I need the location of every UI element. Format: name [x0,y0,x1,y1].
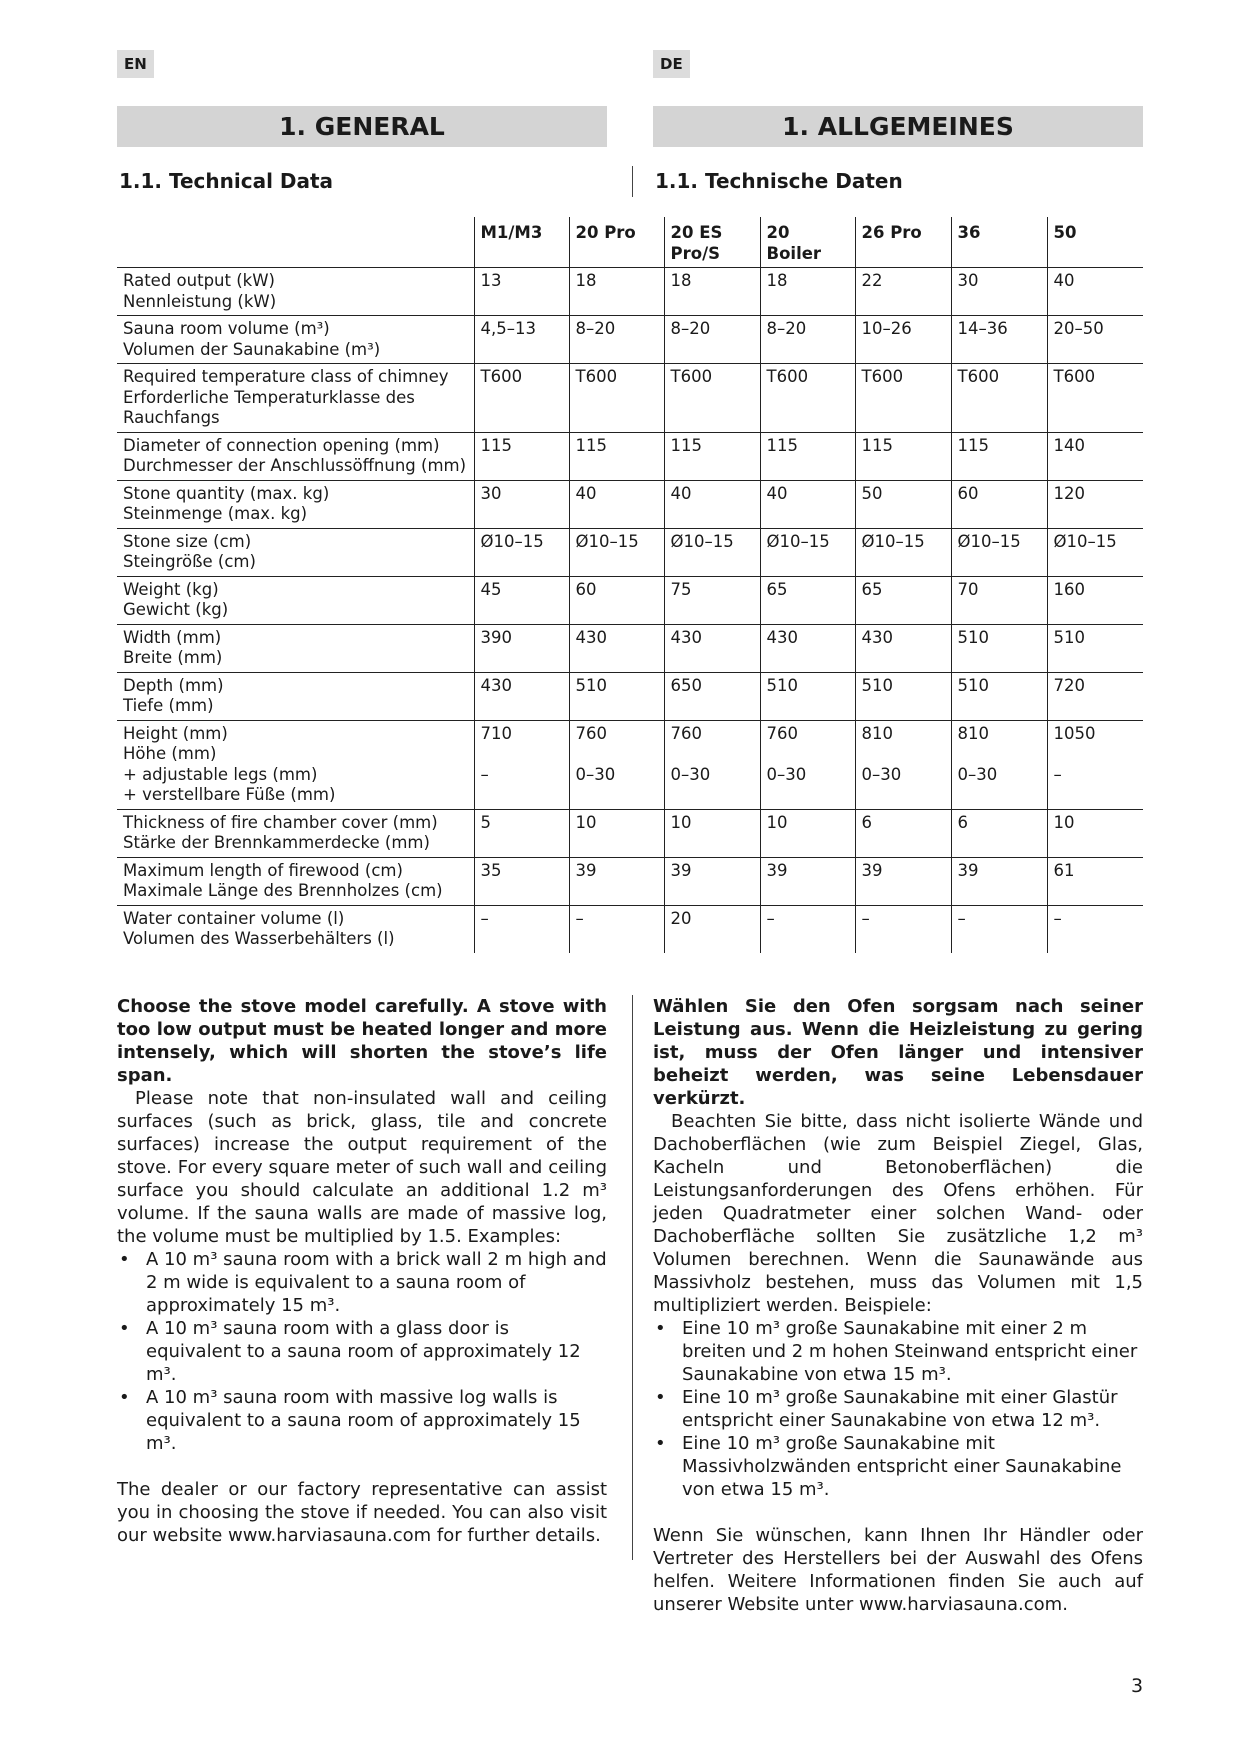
table-cell [664,905,760,953]
cell-value: 40 [575,483,597,503]
cell-value: 115 [480,435,512,455]
table-cell [855,268,951,316]
table-cell [1047,576,1143,624]
table-row [117,857,1143,905]
cell-sub-value: 0–30 [670,765,711,784]
cell-value: – [480,908,489,928]
cell-value: 115 [766,435,798,455]
table-cell [1047,720,1143,809]
cell-value: 60 [957,483,979,503]
table-cell [951,809,1047,857]
list-item: • Eine 10 m³ große Saunakabine mit einer Glastür entspricht einer Saunakabine von etwa 12 m³. [653,1386,1143,1432]
table-cell [760,624,855,672]
row-label: Rated output (kW) Nennleistung (kW) [117,268,474,316]
table-cell [569,857,664,905]
cell-sub-value: 0–30 [957,765,998,784]
table-cell [951,528,1047,576]
cell-value: 39 [957,860,979,880]
row-label: Height (mm) Höhe (mm) + adjustable legs (mm) + verstellbare Füße (mm) [117,720,474,809]
row-label: Width (mm) Breite (mm) [117,624,474,672]
table-cell [1047,364,1143,433]
table-cell [855,316,951,364]
table-body [117,268,1143,953]
cell-value: 40 [670,483,692,503]
cell-value: T600 [861,367,904,386]
row-label: Diameter of connection opening (mm) Durchmesser der Anschlussöffnung (mm) [117,432,474,480]
table-cell [855,528,951,576]
cell-value: 40 [766,483,788,503]
table-cell [951,857,1047,905]
row-label: Required temperature class of chimney Erforderliche Temperaturklasse des Rauchfangs [117,364,474,433]
table-cell [569,720,664,809]
table-cell [474,316,569,364]
table-cell [664,364,760,433]
cell-value: 20–50 [1053,319,1104,338]
cell-value: Ø10–15 [957,531,1021,551]
table-cell [664,480,760,528]
table-row [117,480,1143,528]
table-row [117,905,1143,953]
cell-value: – [575,908,584,928]
cell-value: 50 [861,483,883,503]
table-cell [855,576,951,624]
table-cell [760,905,855,953]
cell-value: 115 [957,435,989,455]
cell-value: 650 [670,675,702,695]
table-cell [855,857,951,905]
cell-sub-value: 0–30 [766,765,807,784]
table-cell [664,316,760,364]
text-column-de [653,995,1143,1616]
cell-value: 140 [1053,435,1085,455]
cell-value: – [766,908,775,928]
cell-sub-value: – [1053,765,1062,784]
cell-value: 18 [766,271,788,290]
cell-value: 115 [575,435,607,455]
table-cell [951,364,1047,433]
body-paragraph: Beachten Sie bitte, dass nicht isolierte Wände und Dachoberflächen (wie zum Beispiel Ziegel, Glas, Kacheln und Betonoberflächen) die Leistungsanforderungen des Ofens erhöhen. Für jeden Quadratmeter einer solchen Wand- oder Dachoberfläche sollten Sie zusätzliche 1,2 m³ Volumen berechnen. Wenn die Saunawände aus Massivholz bestehen, muss das Volumen mit 1,5 multipliziert werden. Beispiele: [653,1111,1143,1316]
column-divider-text [632,995,633,1560]
table-cell [760,720,855,809]
table-cell [474,720,569,809]
cell-value: 14–36 [957,319,1008,338]
table-cell [664,432,760,480]
cell-value: 10 [766,812,788,832]
table-cell [760,809,855,857]
table-cell [664,528,760,576]
column-divider-top [632,166,633,197]
cell-value: 510 [766,675,798,695]
cell-value: 720 [1053,675,1085,695]
table-cell [855,720,951,809]
cell-value: 10–26 [861,319,912,338]
table-cell [760,672,855,720]
section-title-en: 1. GENERAL [117,106,607,147]
lead-paragraph: Choose the stove model carefully. A stove with too low output must be heated longer and more intensely, which will shorten the stove’s life span. [117,996,607,1086]
cell-sub-value: 0–30 [861,765,902,784]
table-cell [474,528,569,576]
cell-value: 760 [766,723,798,743]
row-label: Weight (kg) Gewicht (kg) [117,576,474,624]
table-cell [1047,268,1143,316]
cell-value: 1050 [1053,723,1096,743]
table-cell [569,576,664,624]
table-cell [474,672,569,720]
list-item: • A 10 m³ sauna room with a brick wall 2 m high and 2 m wide is equivalent to a sauna room of approximately 15 m³. [117,1248,607,1317]
cell-value: 18 [575,271,597,290]
table-cell [760,857,855,905]
cell-value: 510 [1053,627,1085,647]
example-list [117,1248,607,1455]
body-paragraph: Please note that non-insulated wall and ceiling surfaces (such as brick, glass, tile and concrete surfaces) increase the output requirement of the stove. For every square meter of such wall and ceiling surface you should calculate an additional 1.2 m³ volume. If the sauna walls are made of massive log, the volume must be multiplied by 1.5. Examples: [117,1088,607,1247]
cell-value: T600 [480,367,523,386]
cell-value: 75 [670,579,692,599]
table-row [117,364,1143,433]
table-cell [664,857,760,905]
cell-sub-value: 0–30 [575,765,616,784]
cell-value: 810 [861,723,893,743]
table-row [117,576,1143,624]
cell-value: 30 [480,483,502,503]
cell-value: 430 [480,675,512,695]
cell-value: Ø10–15 [766,531,830,551]
table-row [117,432,1143,480]
section-title-de: 1. ALLGEMEINES [653,106,1143,147]
cell-value: 710 [480,723,512,743]
language-tag-en: EN [117,50,154,78]
list-item: • A 10 m³ sauna room with massive log walls is equivalent to a sauna room of approximately 15 m³. [117,1386,607,1455]
cell-value: 430 [575,627,607,647]
cell-value: 39 [670,860,692,880]
row-label: Stone size (cm) Steingröße (cm) [117,528,474,576]
lead-paragraph: Wählen Sie den Ofen sorgsam nach seiner Leistung aus. Wenn die Heizleistung zu gering ist, muss der Ofen länger und intensiver beheizt werden, was seine Lebensdauer verkürzt. [653,996,1143,1109]
table-cell [760,480,855,528]
cell-value: 510 [575,675,607,695]
table-cell [474,364,569,433]
row-label: Stone quantity (max. kg) Steinmenge (max. kg) [117,480,474,528]
table-cell [569,480,664,528]
column-header: 36 [951,217,1047,268]
language-tag-de: DE [653,50,690,78]
table-cell [569,432,664,480]
cell-value: 8–20 [575,319,616,338]
cell-value: 61 [1053,860,1075,880]
table-cell [760,364,855,433]
cell-value: 70 [957,579,979,599]
table-cell [474,809,569,857]
table-cell [664,624,760,672]
table-cell [664,268,760,316]
table-cell [951,316,1047,364]
cell-value: 8–20 [670,319,711,338]
table-cell [474,905,569,953]
cell-value: 760 [670,723,702,743]
column-header: 26 Pro [855,217,951,268]
table-cell [569,528,664,576]
cell-value: 6 [957,812,968,832]
table-cell [1047,905,1143,953]
cell-value: – [957,908,966,928]
table-cell [569,268,664,316]
table-cell [664,809,760,857]
table-cell [760,268,855,316]
cell-value: 430 [861,627,893,647]
table-cell [951,672,1047,720]
table-row [117,316,1143,364]
cell-value: 65 [861,579,883,599]
cell-value: 430 [766,627,798,647]
cell-value: 8–20 [766,319,807,338]
table-cell [855,624,951,672]
table-cell [569,624,664,672]
table-cell [1047,316,1143,364]
cell-value: 510 [957,675,989,695]
column-header: 20 ES Pro/S [664,217,760,268]
text-column-en [117,995,607,1547]
cell-value: – [1053,908,1062,928]
table-cell [474,624,569,672]
subsection-title-de: 1.1. Technische Daten [655,169,903,193]
table-header-row [117,217,1143,268]
table-cell [951,432,1047,480]
cell-value: 22 [861,271,883,290]
header-label-cell [117,217,474,268]
table-cell [760,316,855,364]
table-cell [474,480,569,528]
cell-value: T600 [1053,367,1096,386]
table-cell [951,480,1047,528]
page-number: 3 [1131,1675,1144,1697]
cell-value: Ø10–15 [670,531,734,551]
cell-value: 39 [575,860,597,880]
table-cell [760,576,855,624]
cell-value: 65 [766,579,788,599]
cell-value: 510 [957,627,989,647]
table-cell [1047,528,1143,576]
cell-value: T600 [575,367,618,386]
table-cell [664,672,760,720]
cell-value: 4,5–13 [480,319,536,338]
table-cell [664,720,760,809]
cell-value: Ø10–15 [861,531,925,551]
cell-value: 115 [861,435,893,455]
table-cell [474,268,569,316]
cell-value: 18 [670,271,692,290]
table-cell [855,364,951,433]
column-header: 20 Boiler [760,217,855,268]
cell-value: 430 [670,627,702,647]
table-row [117,624,1143,672]
cell-value: T600 [957,367,1000,386]
table-cell [951,576,1047,624]
table-cell [569,672,664,720]
cell-value: 45 [480,579,502,599]
table-row [117,268,1143,316]
table-cell [855,905,951,953]
table-row [117,809,1143,857]
closing-paragraph: The dealer or our factory representative can assist you in choosing the stove if needed. You can also visit our website www.harviasauna.com for further details. [117,1479,607,1546]
cell-value: Ø10–15 [480,531,544,551]
cell-value: 13 [480,271,502,290]
row-label: Depth (mm) Tiefe (mm) [117,672,474,720]
table-cell [855,809,951,857]
table-cell [1047,624,1143,672]
cell-value: 35 [480,860,502,880]
table-cell [1047,432,1143,480]
cell-value: 40 [1053,271,1075,290]
subsection-title-en: 1.1. Technical Data [119,169,334,193]
example-list [653,1317,1143,1501]
table-cell [1047,857,1143,905]
table-cell [760,432,855,480]
cell-value: T600 [766,367,809,386]
cell-value: 510 [861,675,893,695]
cell-value: 20 [670,908,692,928]
column-header: M1/M3 [474,217,569,268]
closing-paragraph: Wenn Sie wünschen, kann Ihnen Ihr Händler oder Vertreter des Herstellers bei der Auswahl des Ofens helfen. Weitere Informationen finden Sie auch auf unserer Website unter www.harviasauna.com. [653,1525,1143,1615]
cell-sub-value: – [480,765,489,784]
table-cell [855,672,951,720]
table-cell [951,720,1047,809]
cell-value: T600 [670,367,713,386]
table-cell [855,432,951,480]
table-row [117,528,1143,576]
cell-value: 120 [1053,483,1085,503]
cell-value: – [861,908,870,928]
cell-value: 30 [957,271,979,290]
cell-value: Ø10–15 [575,531,639,551]
table-cell [951,905,1047,953]
table-cell [951,268,1047,316]
cell-value: 39 [766,860,788,880]
cell-value: 760 [575,723,607,743]
cell-value: 10 [1053,812,1075,832]
table-cell [569,905,664,953]
table-cell [951,624,1047,672]
cell-value: 810 [957,723,989,743]
list-item: • Eine 10 m³ große Saunakabine mit Massivholzwänden entspricht einer Saunakabine von etwa 15 m³. [653,1432,1143,1501]
cell-value: 10 [670,812,692,832]
row-label: Water container volume (l) Volumen des Wasserbehälters (l) [123,908,395,948]
row-label: Thickness of fire chamber cover (mm) Stärke der Brennkammerdecke (mm) [117,809,474,857]
cell-value: 390 [480,627,512,647]
table-cell [474,576,569,624]
column-header: 50 [1047,217,1143,268]
table-cell [1047,809,1143,857]
cell-value: 115 [670,435,702,455]
table-cell [569,364,664,433]
row-label: Sauna room volume (m³) Volumen der Saunakabine (m³) [117,316,474,364]
table-cell [1047,480,1143,528]
table-cell [569,809,664,857]
list-item: • A 10 m³ sauna room with a glass door is equivalent to a sauna room of approximately 12 m³. [117,1317,607,1386]
table-row [117,672,1143,720]
table-row [117,720,1143,809]
technical-data-table [117,217,1143,953]
cell-value: 60 [575,579,597,599]
table-cell [474,432,569,480]
cell-value: 160 [1053,579,1085,599]
list-item: • Eine 10 m³ große Saunakabine mit einer 2 m breiten und 2 m hohen Steinwand entspricht einer Saunakabine von etwa 15 m³. [653,1317,1143,1386]
cell-value: 10 [575,812,597,832]
table-cell [664,576,760,624]
table-cell [474,857,569,905]
table-cell [855,480,951,528]
cell-value: 5 [480,812,491,832]
table-cell [760,528,855,576]
table-cell [569,316,664,364]
table-cell [1047,672,1143,720]
cell-value: Ø10–15 [1053,531,1117,551]
cell-value: 39 [861,860,883,880]
row-label: Maximum length of firewood (cm) Maximale Länge des Brennholzes (cm) [117,857,474,905]
cell-value: 6 [861,812,872,832]
column-header: 20 Pro [569,217,664,268]
